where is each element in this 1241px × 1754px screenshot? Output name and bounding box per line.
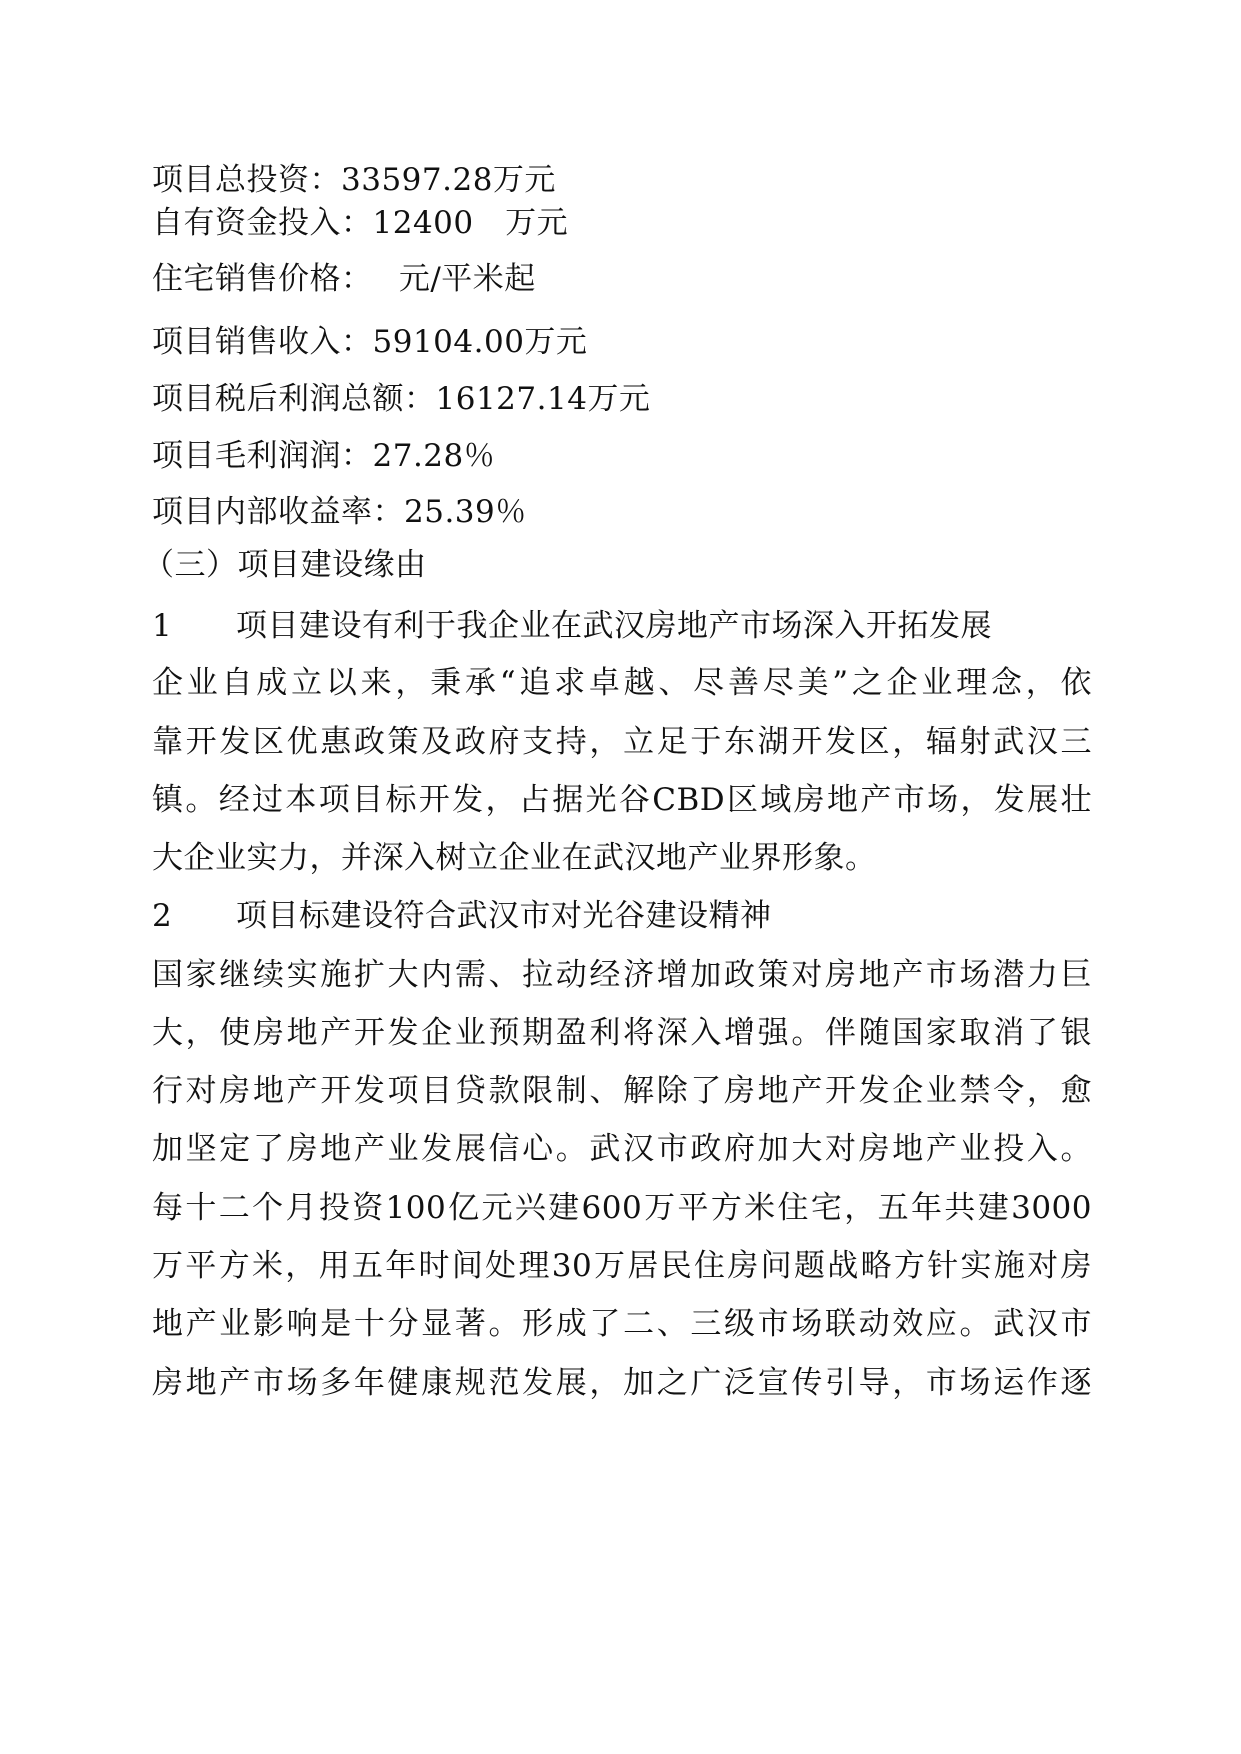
item1-heading bbox=[152, 606, 1092, 646]
item2-para-line-6: 万平方米，用五年时间处理30万居民住房问题战略方针实施对房 bbox=[152, 1248, 1092, 1284]
housing-price-line: 住宅销售价格： 元/平米起 bbox=[152, 261, 536, 297]
item1-title: 项目建设有利于我企业在武汉房地产市场深入开拓发展 bbox=[236, 608, 992, 644]
item1-number: 1 bbox=[152, 608, 173, 644]
sales-revenue-line: 项目销售收入：59104.00万元 bbox=[152, 324, 588, 360]
item2-number: 2 bbox=[152, 898, 173, 934]
gross-margin-line: 项目毛利润润：27.28％ bbox=[152, 438, 496, 474]
item1-para-line-2: 靠开发区优惠政策及政府支持，立足于东湖开发区，辐射武汉三 bbox=[152, 724, 1092, 760]
item2-para-line-2: 大，使房地产开发企业预期盈利将深入增强。伴随国家取消了银 bbox=[152, 1015, 1092, 1051]
total-investment-line: 项目总投资：33597.28万元 bbox=[152, 162, 556, 198]
item1-para-line-1: 企业自成立以来，秉承“追求卓越、尽善尽美”之企业理念，依 bbox=[152, 665, 1092, 701]
item1-para-line-4: 大企业实力，并深入树立企业在武汉地产业界形象。 bbox=[152, 840, 877, 876]
item2-para-line-4: 加坚定了房地产业发展信心。武汉市政府加大对房地产业投入。 bbox=[152, 1131, 1092, 1167]
item2-title: 项目标建设符合武汉市对光谷建设精神 bbox=[236, 898, 772, 934]
item2-para-line-1: 国家继续实施扩大内需、拉动经济增加政策对房地产市场潜力巨 bbox=[152, 957, 1092, 993]
item1-para-line-3: 镇。经过本项目标开发，占据光谷CBD区域房地产市场，发展壮 bbox=[152, 782, 1092, 818]
item2-para-line-7: 地产业影响是十分显著。形成了二、三级市场联动效应。武汉市 bbox=[152, 1306, 1092, 1342]
section-heading: （三）项目建设缘由 bbox=[143, 547, 427, 583]
after-tax-profit-line: 项目税后利润总额：16127.14万元 bbox=[152, 381, 651, 417]
item2-para-line-8: 房地产市场多年健康规范发展，加之广泛宣传引导，市场运作逐 bbox=[152, 1365, 1092, 1401]
item2-para-line-3: 行对房地产开发项目贷款限制、解除了房地产开发企业禁令，愈 bbox=[152, 1073, 1092, 1109]
own-funds-line: 自有资金投入：12400 万元 bbox=[152, 205, 569, 241]
irr-line: 项目内部收益率：25.39％ bbox=[152, 494, 527, 530]
item2-heading bbox=[152, 896, 1092, 936]
item2-para-line-5: 每十二个月投资100亿元兴建600万平方米住宅，五年共建3000 bbox=[152, 1190, 1092, 1226]
